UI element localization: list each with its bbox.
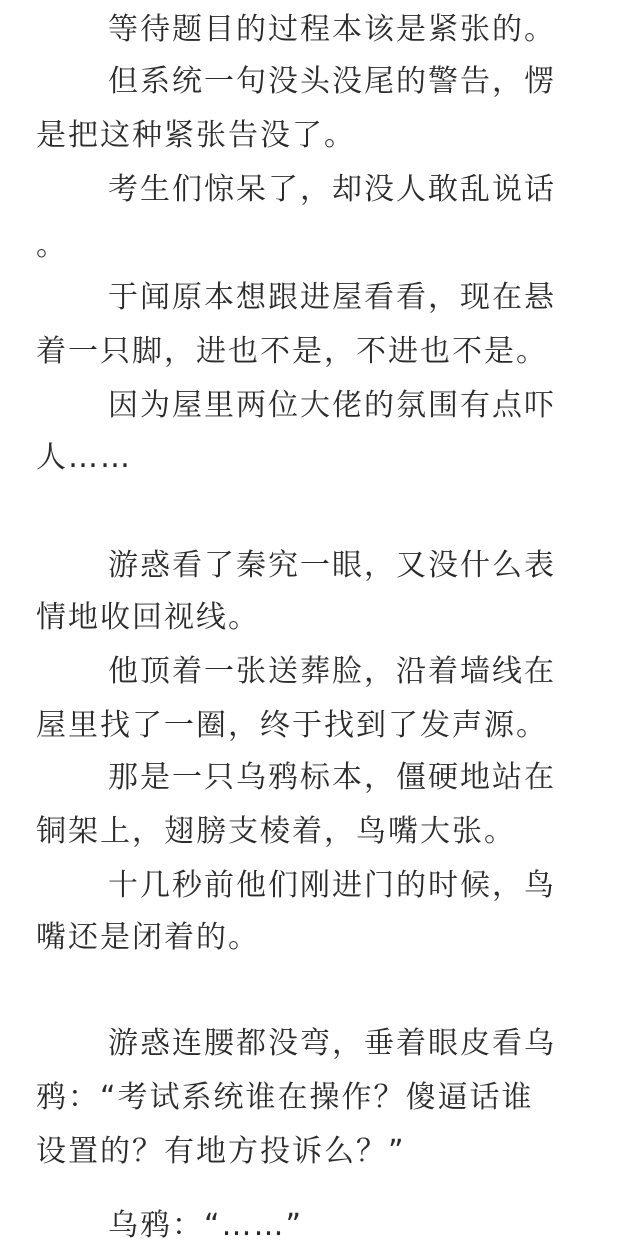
text-line: 鸦：“考试系统谁在操作？傻逼话谁 <box>36 1080 534 1115</box>
text-line: 于闻原本想跟进屋看看，现在悬 <box>108 280 556 315</box>
text-line: 十几秒前他们刚进门的时候，鸟 <box>108 868 556 903</box>
text-line: 铜架上，翅膀支棱着，鸟嘴大张。 <box>36 814 516 849</box>
text-line: 情地收回视线。 <box>36 600 260 635</box>
text-line: 着一只脚，进也不是，不进也不是。 <box>36 334 548 369</box>
text-line: 乌鸦：“……” <box>108 1208 304 1243</box>
text-line: 人…… <box>36 440 132 475</box>
text-line: 。 <box>36 228 68 263</box>
text-line: 游惑连腰都没弯，垂着眼皮看乌 <box>108 1026 556 1061</box>
text-line: 屋里找了一圈，终于找到了发声源。 <box>36 708 548 743</box>
text-line: 考生们惊呆了，却没人敢乱说话 <box>108 172 556 207</box>
text-line: 但系统一句没头没尾的警告，愣 <box>108 64 556 99</box>
text-line: 是把这种紧张告没了。 <box>36 118 356 153</box>
text-line: 他顶着一张送葬脸，沿着墙线在 <box>108 654 556 689</box>
text-line: 嘴还是闭着的。 <box>36 920 260 955</box>
text-line: 游惑看了秦究一眼，又没什么表 <box>108 548 556 583</box>
text-line: 那是一只乌鸦标本，僵硬地站在 <box>108 760 556 795</box>
text-line: 设置的？有地方投诉么？” <box>36 1134 406 1169</box>
text-line: 等待题目的过程本该是紧张的。 <box>108 12 556 47</box>
text-line: 因为屋里两位大佬的氛围有点吓 <box>108 388 556 423</box>
